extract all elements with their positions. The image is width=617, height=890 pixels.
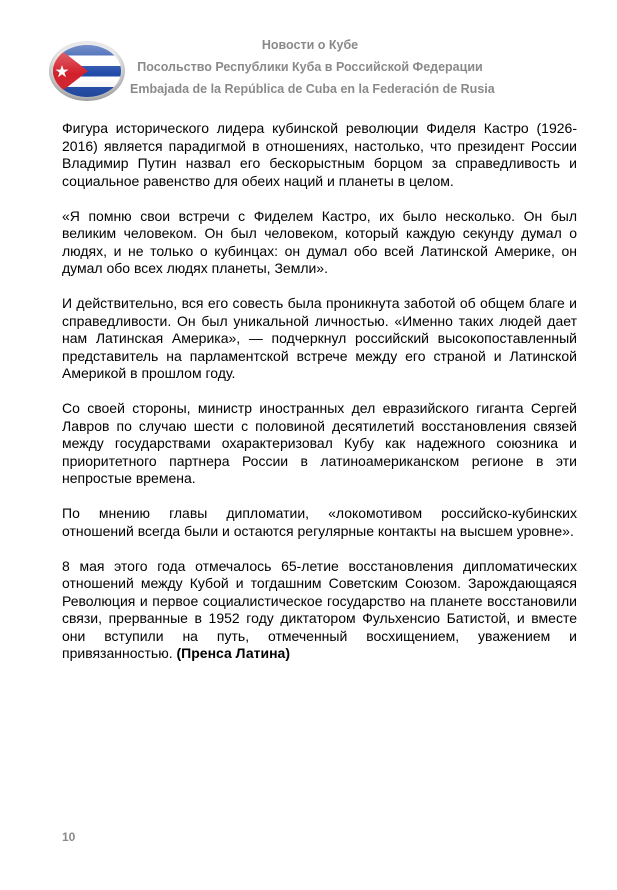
cuban-flag-icon (48, 40, 126, 102)
article-body (62, 120, 577, 663)
newsletter-title: Новости о Кубе (261, 38, 359, 52)
article-paragraph: И действительно, вся его совесть была проникнута заботой об общем благе и справедливости. Он был уникальной личностью. «Именно таких людей дает нам Латинская Америка», — подчеркнул российский высокопоставленный представитель на парламентской встрече между его страной и Латинской Америкой в прошлом году. (62, 295, 577, 381)
article-paragraph-text: 8 мая этого года отмечалось 65-летие восстановления дипломатических отношений между Кубой и тогдашним Советским Союзом. Зарождающаяся Революция и первое социалистическое государство на планете восстановили связи, прерванные в 1952 году диктатором Фульхенсио Батистой, и вместе они вступили на путь, отмеченный восхищением, уважением и привязанностью. (62, 557, 577, 661)
embassy-name-russian: Посольство Республики Куба в Российской Федерации (137, 60, 483, 74)
article-paragraph: Со своей стороны, министр иностранных дел евразийского гиганта Сергей Лавров по случаю шести с половиной десятилетий восстановления связей между государствами охарактеризовал Кубу как надежного союзника и приоритетного партнера России в латиноамериканском регионе в эти непростые времена. (62, 400, 577, 486)
page-number: 10 (62, 830, 76, 844)
news-source: (Пренса Латина) (176, 645, 290, 661)
newsletter-header (130, 34, 495, 100)
article-paragraph: Фигура исторического лидера кубинской революции Фиделя Кастро (1926-2016) является парадигмой в отношениях, настолько, что президент России Владимир Путин назвал его бескорыстным борцом за справедливость и социальное равенство для обеих наций и планеты в целом. (62, 120, 577, 189)
embassy-name-spanish: Embajada de la República de Cuba en la Federación de Rusia (130, 82, 495, 96)
article-paragraph: «Я помню свои встречи с Фиделем Кастро, их было несколько. Он был великим человеком. Он был человеком, который каждую секунду думал о людях, и не только о кубинцах: он думал обо всей Латинской Америке, он думал обо всех людях планеты, Земли». (62, 207, 577, 276)
article-paragraph-final (62, 558, 577, 663)
article-paragraph: По мнению главы дипломатии, «локомотивом российско-кубинских отношений всегда были и остаются регулярные контакты на высшем уровне». (62, 505, 577, 539)
